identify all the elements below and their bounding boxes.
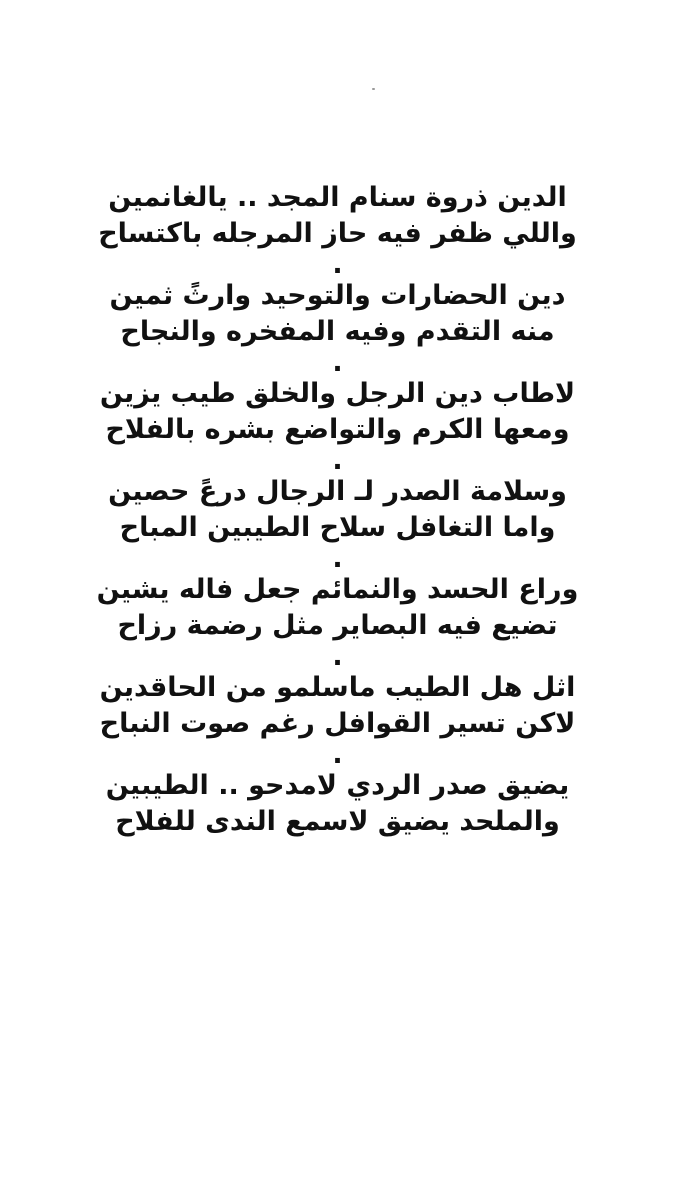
stanza-1 [0, 180, 675, 252]
top-dot-mark [372, 88, 375, 90]
stanza-separator: . [332, 347, 343, 378]
stanza-separator: . [332, 641, 343, 672]
stanza-7 [0, 768, 675, 840]
poem-line: ومعها الكرم والتواضع بشره بالفلاح [105, 414, 570, 445]
stanza-separator: . [332, 445, 343, 476]
poem [0, 180, 675, 840]
stanza-3 [0, 376, 675, 448]
stanza-6 [0, 670, 675, 742]
poem-line: دين الحضارات والتوحيد وارثً ثمين [109, 280, 566, 311]
poem-line: لاطاب دين الرجل والخلق طيب يزين [99, 378, 576, 409]
poem-line: تضيع فيه البصاير مثل رضمة رزاح [117, 610, 558, 641]
poem-line: واما التغافل سلاح الطيبين المباح [119, 512, 556, 543]
stanza-5 [0, 572, 675, 644]
stanza-2 [0, 278, 675, 350]
poem-line: اثل هل الطيب ماسلمو من الحاقدين [99, 672, 576, 703]
stanza-separator: . [332, 249, 343, 280]
poem-line: منه التقدم وفيه المفخره والنجاح [120, 316, 555, 347]
stanza-separator: . [332, 543, 343, 574]
poem-line: يضيق صدر الردي لامدحو .. الطيبين [105, 770, 570, 801]
poem-line: وراع الحسد والنمائم جعل فاله يشين [96, 574, 579, 605]
poem-line: والملحد يضيق لاسمع الندى للفلاح [115, 806, 560, 837]
stanza-separator: . [332, 739, 343, 770]
stanza-4 [0, 474, 675, 546]
poem-line: وسلامة الصدر لـ الرجال درعً حصين [108, 476, 567, 507]
poem-line: لاكن تسير القوافل رغم صوت النباح [99, 708, 576, 739]
poem-line: واللي ظفر فيه حاز المرجله باكتساح [98, 218, 577, 249]
poem-line: الدين ذروة سنام المجد .. يالغانمين [108, 182, 567, 213]
